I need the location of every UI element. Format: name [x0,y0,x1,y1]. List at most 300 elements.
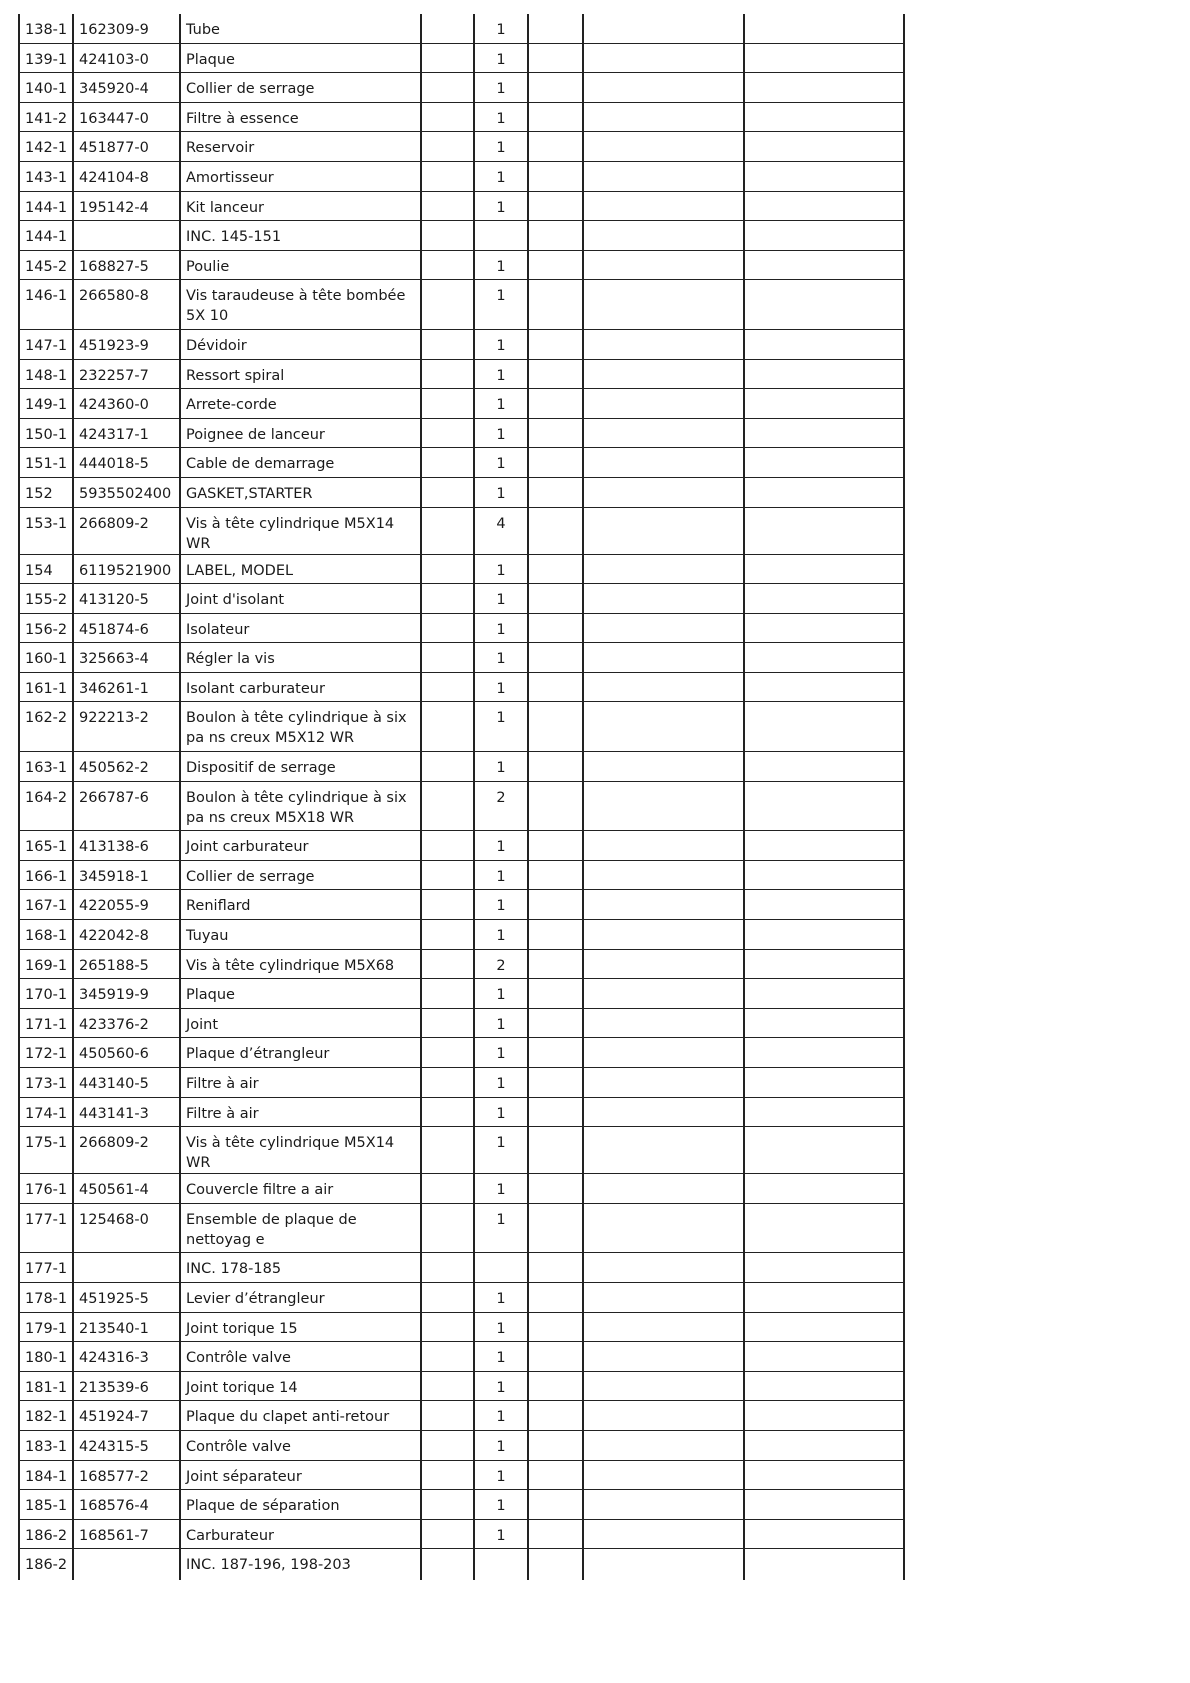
quantity-cell: 1 [474,43,528,73]
empty-cell [528,672,583,702]
quantity-cell: 1 [474,161,528,191]
ref-cell: 171-1 [19,1008,73,1038]
empty-cell [583,643,744,673]
part-number-cell: 443141-3 [73,1097,180,1127]
ref-cell: 154 [19,554,73,584]
part-number-cell: 424315-5 [73,1430,180,1460]
part-number-cell: 451925-5 [73,1282,180,1312]
empty-cell [421,1371,474,1401]
empty-cell [421,507,474,554]
table-row [19,1549,904,1581]
table-row [19,1097,904,1127]
empty-cell [744,73,904,103]
quantity-cell: 1 [474,1038,528,1068]
description-cell: Carburateur [180,1519,421,1549]
empty-cell [421,221,474,251]
description-cell: Ressort spiral [180,359,421,389]
empty-cell [421,1342,474,1372]
empty-cell [583,221,744,251]
part-number-cell: 422042-8 [73,920,180,950]
empty-cell [583,1460,744,1490]
description-cell: Filtre à air [180,1097,421,1127]
description-cell: INC. 145-151 [180,221,421,251]
empty-cell [528,1312,583,1342]
part-number-cell: 6119521900 [73,554,180,584]
part-number-cell: 345919-9 [73,979,180,1009]
empty-cell [528,1127,583,1174]
empty-cell [421,73,474,103]
description-cell: Reservoir [180,132,421,162]
description-cell: Reniflard [180,890,421,920]
empty-cell [421,389,474,419]
empty-cell [421,102,474,132]
empty-cell [583,418,744,448]
empty-cell [744,418,904,448]
ref-cell: 160-1 [19,643,73,673]
empty-cell [421,1008,474,1038]
empty-cell [744,1312,904,1342]
empty-cell [583,554,744,584]
part-number-cell: 168561-7 [73,1519,180,1549]
empty-cell [583,132,744,162]
table-row [19,1460,904,1490]
quantity-cell: 1 [474,1174,528,1204]
description-cell: INC. 178-185 [180,1253,421,1283]
empty-cell [421,613,474,643]
part-number-cell: 5935502400 [73,477,180,507]
empty-cell [744,1490,904,1520]
empty-cell [421,920,474,950]
empty-cell [421,1253,474,1283]
empty-cell [744,191,904,221]
empty-cell [744,554,904,584]
ref-cell: 142-1 [19,132,73,162]
empty-cell [583,14,744,43]
empty-cell [421,1401,474,1431]
quantity-cell: 1 [474,1008,528,1038]
empty-cell [744,448,904,478]
empty-cell [421,1312,474,1342]
empty-cell [528,1068,583,1098]
empty-cell [421,280,474,330]
description-cell: Vis taraudeuse à tête bombée 5X 10 [180,280,421,330]
empty-cell [744,389,904,419]
empty-cell [421,250,474,280]
empty-cell [421,418,474,448]
empty-cell [744,477,904,507]
quantity-cell: 1 [474,280,528,330]
ref-cell: 172-1 [19,1038,73,1068]
empty-cell [583,1519,744,1549]
table-row [19,43,904,73]
ref-cell: 151-1 [19,448,73,478]
part-number-cell: 195142-4 [73,191,180,221]
ref-cell: 147-1 [19,329,73,359]
description-cell: Joint torique 15 [180,1312,421,1342]
ref-cell: 182-1 [19,1401,73,1431]
empty-cell [744,1401,904,1431]
table-row [19,1127,904,1174]
table-row [19,920,904,950]
description-cell: Joint séparateur [180,1460,421,1490]
empty-cell [583,1490,744,1520]
ref-cell: 176-1 [19,1174,73,1204]
ref-cell: 179-1 [19,1312,73,1342]
quantity-cell [474,221,528,251]
empty-cell [528,43,583,73]
quantity-cell: 1 [474,584,528,614]
ref-cell: 183-1 [19,1430,73,1460]
quantity-cell: 1 [474,831,528,861]
table-row [19,329,904,359]
part-number-cell: 168577-2 [73,1460,180,1490]
empty-cell [744,1430,904,1460]
ref-cell: 156-2 [19,613,73,643]
ref-cell: 146-1 [19,280,73,330]
part-number-cell: 451923-9 [73,329,180,359]
ref-cell: 138-1 [19,14,73,43]
empty-cell [583,280,744,330]
empty-cell [583,584,744,614]
empty-cell [744,250,904,280]
part-number-cell: 232257-7 [73,359,180,389]
table-row [19,477,904,507]
empty-cell [528,1519,583,1549]
empty-cell [528,1371,583,1401]
empty-cell [583,329,744,359]
empty-cell [528,1174,583,1204]
empty-cell [744,1068,904,1098]
table-row [19,448,904,478]
empty-cell [421,554,474,584]
quantity-cell: 1 [474,250,528,280]
empty-cell [744,672,904,702]
empty-cell [744,920,904,950]
table-row [19,613,904,643]
empty-cell [421,1068,474,1098]
description-cell: Tube [180,14,421,43]
part-number-cell: 266787-6 [73,781,180,831]
table-row [19,781,904,831]
quantity-cell: 1 [474,1282,528,1312]
table-row [19,831,904,861]
part-number-cell: 450562-2 [73,752,180,782]
empty-cell [421,191,474,221]
empty-cell [528,831,583,861]
empty-cell [583,1312,744,1342]
quantity-cell: 2 [474,949,528,979]
empty-cell [744,702,904,752]
empty-cell [528,920,583,950]
table-row [19,584,904,614]
empty-cell [528,949,583,979]
table-row [19,672,904,702]
empty-cell [528,1549,583,1581]
description-cell: Plaque d’étrangleur [180,1038,421,1068]
part-number-cell: 422055-9 [73,890,180,920]
table-row [19,1282,904,1312]
empty-cell [528,1430,583,1460]
description-cell: Arrete-corde [180,389,421,419]
table-row [19,507,904,554]
empty-cell [583,1549,744,1581]
empty-cell [528,781,583,831]
table-row [19,890,904,920]
empty-cell [583,1371,744,1401]
part-number-cell: 424103-0 [73,43,180,73]
part-number-cell: 451877-0 [73,132,180,162]
description-cell: Collier de serrage [180,860,421,890]
quantity-cell: 1 [474,1312,528,1342]
empty-cell [528,1203,583,1253]
part-number-cell: 922213-2 [73,702,180,752]
part-number-cell: 266580-8 [73,280,180,330]
empty-cell [421,477,474,507]
table-row [19,643,904,673]
ref-cell: 140-1 [19,73,73,103]
description-cell: GASKET,STARTER [180,477,421,507]
empty-cell [744,102,904,132]
ref-cell: 163-1 [19,752,73,782]
empty-cell [744,831,904,861]
empty-cell [583,1127,744,1174]
part-number-cell: 213540-1 [73,1312,180,1342]
description-cell: Plaque [180,43,421,73]
quantity-cell: 1 [474,920,528,950]
empty-cell [744,161,904,191]
quantity-cell: 2 [474,781,528,831]
description-cell: Couvercle filtre a air [180,1174,421,1204]
empty-cell [744,359,904,389]
empty-cell [744,221,904,251]
empty-cell [421,1490,474,1520]
ref-cell: 139-1 [19,43,73,73]
quantity-cell: 1 [474,752,528,782]
table-row [19,1401,904,1431]
empty-cell [583,672,744,702]
description-cell: Joint carburateur [180,831,421,861]
empty-cell [744,1174,904,1204]
quantity-cell: 1 [474,672,528,702]
quantity-cell: 1 [474,613,528,643]
ref-cell: 185-1 [19,1490,73,1520]
empty-cell [583,389,744,419]
empty-cell [583,1282,744,1312]
empty-cell [421,979,474,1009]
description-cell: Amortisseur [180,161,421,191]
empty-cell [528,389,583,419]
empty-cell [528,1038,583,1068]
description-cell: Contrôle valve [180,1342,421,1372]
empty-cell [744,329,904,359]
part-number-cell: 162309-9 [73,14,180,43]
description-cell: Levier d’étrangleur [180,1282,421,1312]
quantity-cell [474,1549,528,1581]
part-number-cell: 168576-4 [73,1490,180,1520]
ref-cell: 184-1 [19,1460,73,1490]
table-row [19,359,904,389]
ref-cell: 161-1 [19,672,73,702]
table-row [19,1068,904,1098]
quantity-cell: 1 [474,1127,528,1174]
empty-cell [528,507,583,554]
empty-cell [744,890,904,920]
quantity-cell: 1 [474,702,528,752]
part-number-cell: 413138-6 [73,831,180,861]
empty-cell [583,477,744,507]
empty-cell [744,613,904,643]
table-row [19,132,904,162]
part-number-cell: 451924-7 [73,1401,180,1431]
empty-cell [528,554,583,584]
empty-cell [744,1282,904,1312]
quantity-cell: 1 [474,14,528,43]
empty-cell [421,43,474,73]
empty-cell [421,781,474,831]
quantity-cell: 1 [474,979,528,1009]
ref-cell: 165-1 [19,831,73,861]
empty-cell [421,1282,474,1312]
empty-cell [528,250,583,280]
empty-cell [528,1342,583,1372]
part-number-cell: 346261-1 [73,672,180,702]
part-number-cell: 125468-0 [73,1203,180,1253]
part-number-cell: 450561-4 [73,1174,180,1204]
empty-cell [583,860,744,890]
empty-cell [744,949,904,979]
empty-cell [528,329,583,359]
part-number-cell: 424316-3 [73,1342,180,1372]
empty-cell [528,73,583,103]
table-row [19,979,904,1009]
quantity-cell: 1 [474,1401,528,1431]
description-cell: Joint torique 14 [180,1371,421,1401]
empty-cell [583,1203,744,1253]
ref-cell: 175-1 [19,1127,73,1174]
table-row [19,1312,904,1342]
description-cell: Boulon à tête cylindrique à six pa ns creux M5X12 WR [180,702,421,752]
description-cell: Vis à tête cylindrique M5X14 WR [180,507,421,554]
ref-cell: 166-1 [19,860,73,890]
empty-cell [583,1401,744,1431]
description-cell: Joint d'isolant [180,584,421,614]
description-cell: Filtre à essence [180,102,421,132]
empty-cell [744,507,904,554]
empty-cell [583,1342,744,1372]
table-row [19,752,904,782]
empty-cell [583,102,744,132]
quantity-cell: 1 [474,1342,528,1372]
empty-cell [421,448,474,478]
part-number-cell: 266809-2 [73,507,180,554]
table-row [19,280,904,330]
empty-cell [421,949,474,979]
quantity-cell: 1 [474,860,528,890]
ref-cell: 145-2 [19,250,73,280]
empty-cell [744,1371,904,1401]
empty-cell [421,831,474,861]
empty-cell [528,1490,583,1520]
empty-cell [583,1038,744,1068]
table-row [19,860,904,890]
ref-cell: 170-1 [19,979,73,1009]
empty-cell [744,1460,904,1490]
empty-cell [421,643,474,673]
description-cell: Kit lanceur [180,191,421,221]
quantity-cell: 1 [474,73,528,103]
empty-cell [528,1282,583,1312]
empty-cell [744,1253,904,1283]
empty-cell [583,359,744,389]
quantity-cell: 1 [474,1097,528,1127]
empty-cell [528,890,583,920]
table-row [19,1490,904,1520]
empty-cell [583,979,744,1009]
part-number-cell: 424104-8 [73,161,180,191]
empty-cell [583,920,744,950]
empty-cell [528,860,583,890]
parts-rows [19,14,904,1580]
description-cell: Poignee de lanceur [180,418,421,448]
description-cell: Dispositif de serrage [180,752,421,782]
description-cell: INC. 187-196, 198-203 [180,1549,421,1581]
table-row [19,250,904,280]
empty-cell [421,14,474,43]
empty-cell [528,752,583,782]
quantity-cell: 1 [474,132,528,162]
empty-cell [528,418,583,448]
empty-cell [421,359,474,389]
empty-cell [583,507,744,554]
empty-cell [528,1097,583,1127]
table-row [19,1342,904,1372]
empty-cell [744,860,904,890]
empty-cell [744,1127,904,1174]
empty-cell [744,1549,904,1581]
empty-cell [528,979,583,1009]
ref-cell: 180-1 [19,1342,73,1372]
empty-cell [583,1430,744,1460]
ref-cell: 167-1 [19,890,73,920]
part-number-cell: 265188-5 [73,949,180,979]
empty-cell [421,1097,474,1127]
empty-cell [421,672,474,702]
part-number-cell: 163447-0 [73,102,180,132]
table-row [19,1203,904,1253]
quantity-cell: 1 [474,477,528,507]
description-cell: Poulie [180,250,421,280]
empty-cell [528,702,583,752]
quantity-cell: 1 [474,890,528,920]
ref-cell: 143-1 [19,161,73,191]
table-row [19,73,904,103]
ref-cell: 155-2 [19,584,73,614]
empty-cell [583,1097,744,1127]
empty-cell [528,191,583,221]
empty-cell [421,702,474,752]
ref-cell: 141-2 [19,102,73,132]
ref-cell: 153-1 [19,507,73,554]
description-cell: Collier de serrage [180,73,421,103]
quantity-cell: 1 [474,359,528,389]
empty-cell [528,102,583,132]
part-number-cell: 413120-5 [73,584,180,614]
empty-cell [583,1253,744,1283]
empty-cell [583,702,744,752]
table-row [19,1008,904,1038]
empty-cell [744,1203,904,1253]
description-cell: Plaque de séparation [180,1490,421,1520]
